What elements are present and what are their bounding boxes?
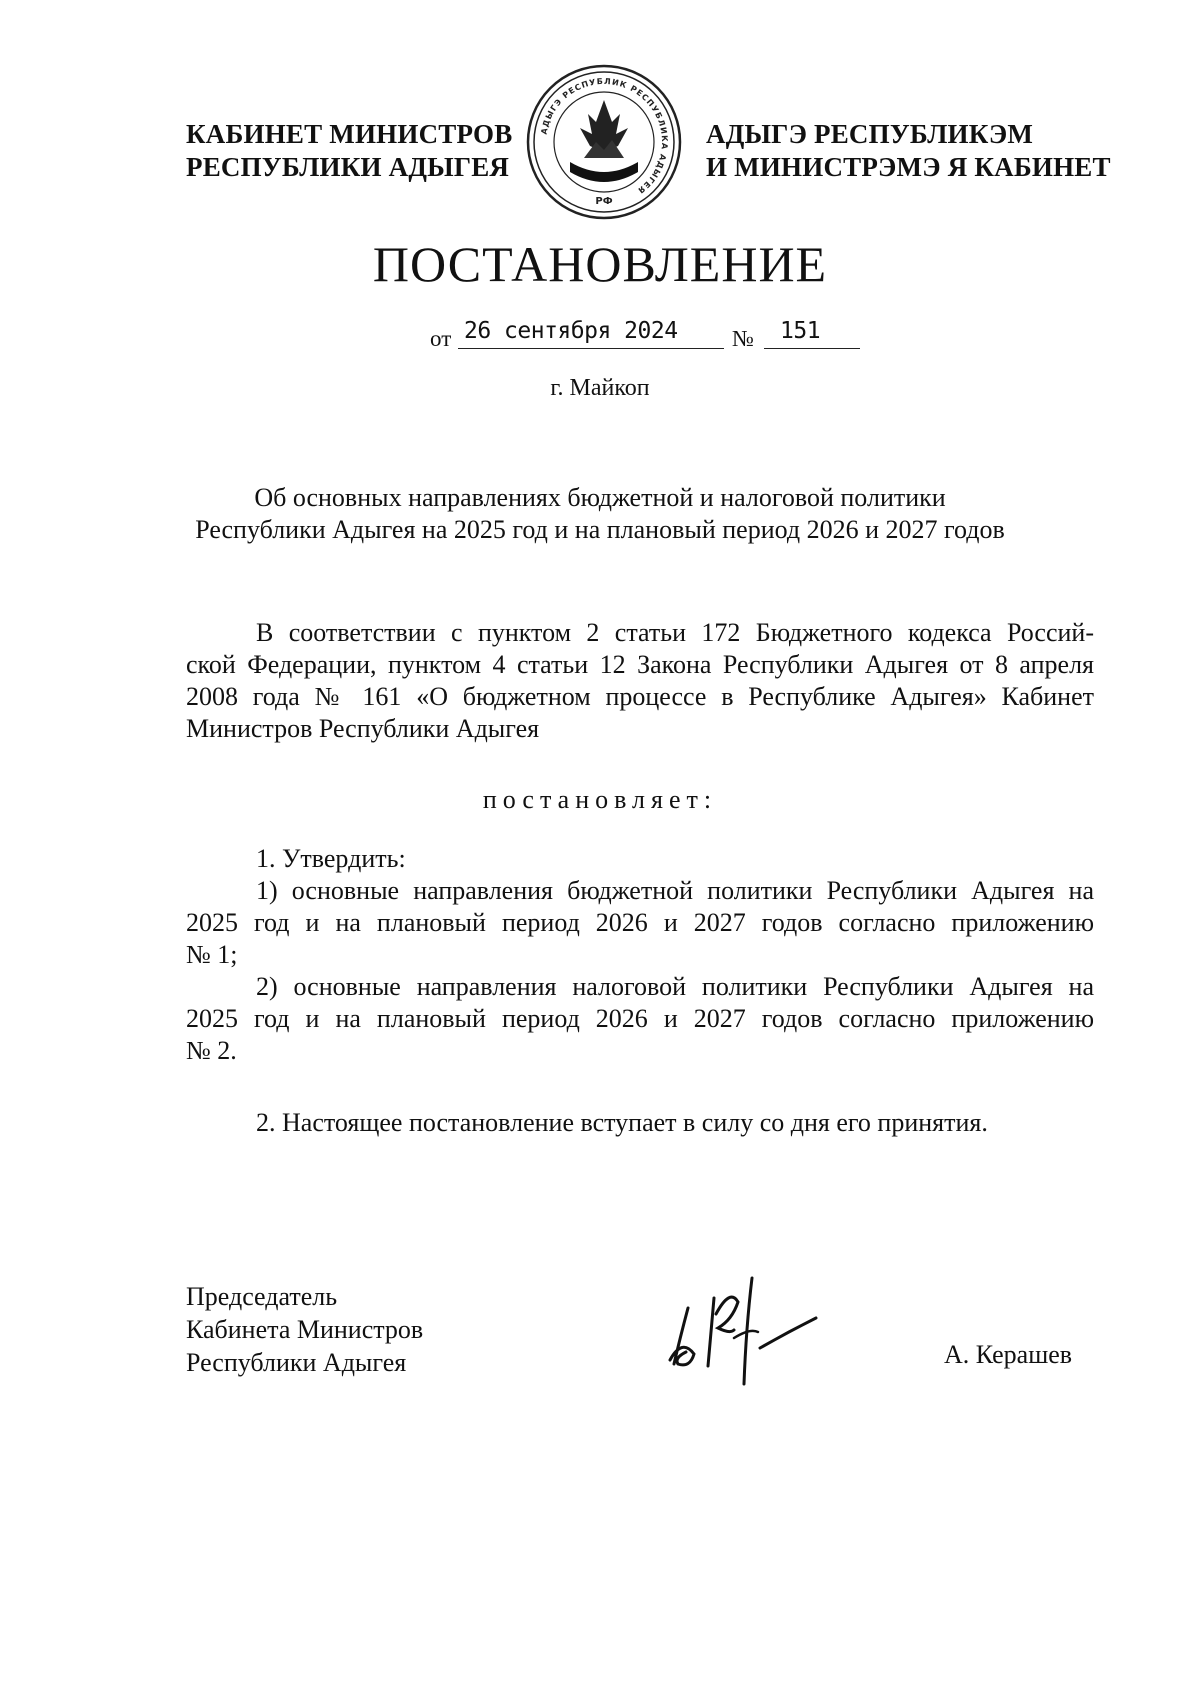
subject-line: Республики Адыгея на 2025 год и на плановый период 2026 и 2027 годов xyxy=(195,515,1005,544)
position-line: Республики Адыгея xyxy=(186,1348,407,1377)
issuer-line: И МИНИСТРЭМЭ Я КАБИНЕТ xyxy=(706,152,1111,182)
emblem-ring-text: АДЫГЭ РЕСПУБЛИК РЕСПУБЛИКА АДЫГЕЯ xyxy=(539,76,670,196)
item-1: 1. Утвердить: xyxy=(256,844,406,873)
document-subject xyxy=(150,482,1050,546)
document-date: 26 сентября 2024 xyxy=(464,318,678,344)
number-prefix: № xyxy=(732,326,754,351)
number-underline xyxy=(764,348,860,349)
resolves-word: постановляет: xyxy=(482,785,718,814)
document-number: 151 xyxy=(780,318,821,344)
resolution-items xyxy=(186,843,1094,1067)
text-line: № 2. xyxy=(186,1036,237,1065)
signatory-position xyxy=(186,1280,423,1379)
item-2: 2. Настоящее постановление вступает в силу со дня его принятия. xyxy=(256,1108,988,1137)
date-underline xyxy=(458,348,724,349)
issuer-line: РЕСПУБЛИКИ АДЫГЕЯ xyxy=(186,152,510,182)
date-number-line xyxy=(430,318,830,358)
text-line: 2008 года № 161 «О бюджетном процессе в Республике Адыгея» Кабинет xyxy=(186,682,1094,711)
date-prefix: от xyxy=(430,326,452,351)
document-title: ПОСТАНОВЛЕНИЕ xyxy=(372,236,828,292)
text-line: № 1; xyxy=(186,940,238,969)
issuer-name-adyghe xyxy=(706,118,1111,184)
text-line: Министров Республики Адыгея xyxy=(186,714,540,743)
text-line: 2025 год и на плановый период 2026 и 2027 годов согласно приложению xyxy=(186,908,1094,937)
position-line: Кабинета Министров xyxy=(186,1315,424,1344)
issuer-line: АДЫГЭ РЕСПУБЛИКЭМ xyxy=(706,119,1034,149)
issuer-line: КАБИНЕТ МИНИСТРОВ xyxy=(186,119,513,149)
position-line: Председатель xyxy=(186,1282,338,1311)
issuer-name-russian xyxy=(186,118,512,184)
text-line: ской Федерации, пунктом 4 статьи 12 Закона Республики Адыгея от 8 апреля xyxy=(186,650,1094,679)
issue-city: г. Майкоп xyxy=(550,375,650,401)
coat-of-arms-emblem xyxy=(524,62,684,222)
text-line: 1) основные направления бюджетной политики Республики Адыгея на xyxy=(256,876,1094,905)
signatory-name: А. Керашев xyxy=(944,1340,1073,1369)
text-line: В соответствии с пунктом 2 статьи 172 Бюджетного кодекса Россий- xyxy=(256,618,1094,647)
subject-line: Об основных направлениях бюджетной и налоговой политики xyxy=(254,483,946,512)
handwritten-signature xyxy=(660,1268,840,1388)
text-line: 2) основные направления налоговой политики Республики Адыгея на xyxy=(256,972,1094,1001)
preamble-paragraph xyxy=(186,617,1094,745)
text-line: 2025 год и на плановый период 2026 и 2027 годов согласно приложению xyxy=(186,1004,1094,1033)
emblem-bottom-text: РФ xyxy=(595,196,613,207)
